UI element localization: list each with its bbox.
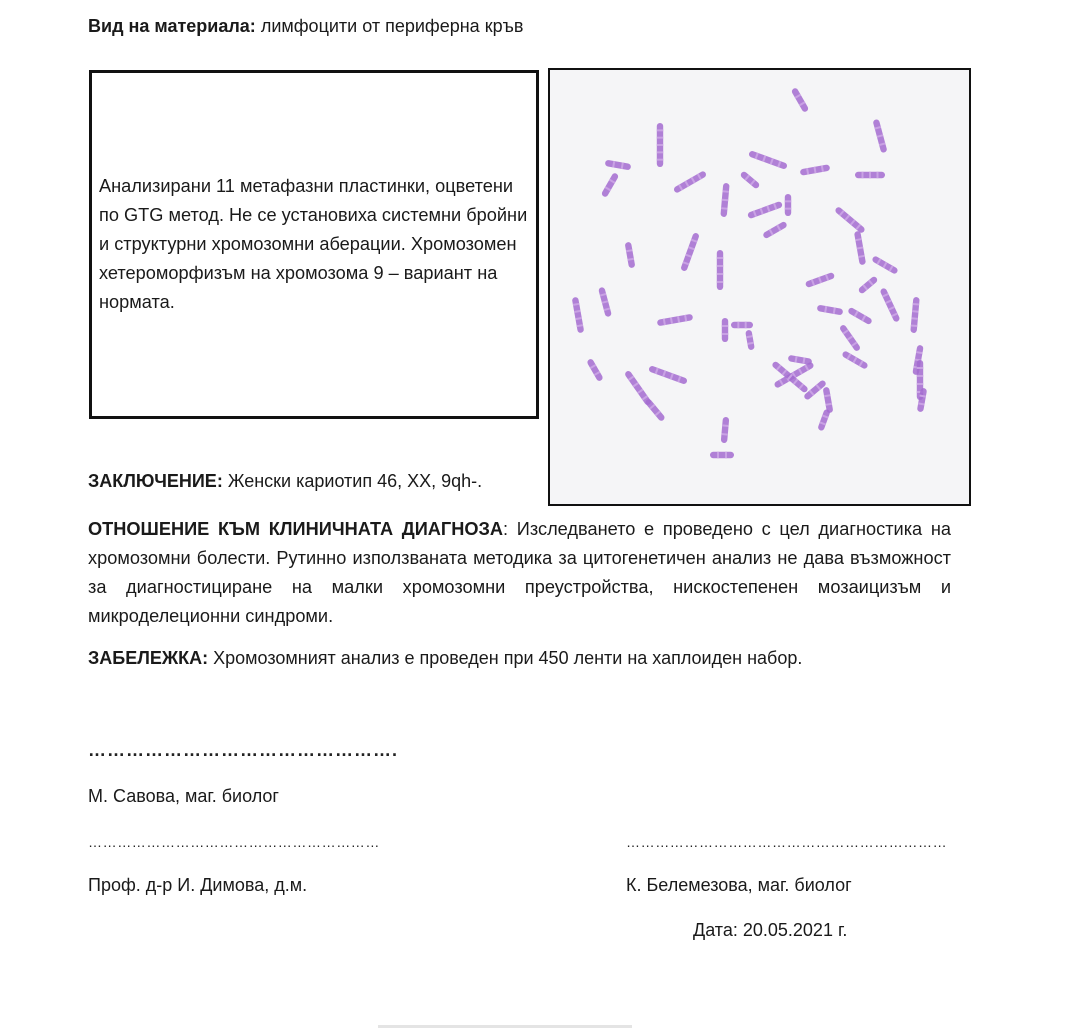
chromosome [873,119,888,153]
chromosome [910,297,920,333]
chromosome [791,87,810,113]
signature-line-3: ………………………………………………………… [626,834,948,850]
chromosome [586,358,604,382]
chromosome [817,409,831,432]
chromosome [721,417,730,443]
chromosome [858,275,879,294]
chromosome [747,201,783,219]
chromosome [805,272,835,288]
signer-name-2: Проф. д-р И. Димова, д.м. [88,875,308,895]
page-bottom-divider [378,1025,632,1028]
signer-name-1: М. Савова, маг. биолог [88,786,279,806]
material-label: Вид на материала: [88,16,256,36]
chromosome [839,324,861,352]
chromosome [800,164,831,176]
conclusion-value: Женски кариотип 46, XX, 9qh-. [222,471,483,491]
report-date: Дата: 20.05.2021 г. [693,920,848,940]
chromosome [657,314,694,327]
chromosome [601,172,620,198]
chromosome [673,170,707,194]
chromosome [598,287,612,318]
chromosome [847,307,873,326]
note-label: ЗАБЕЛЕЖКА: [88,648,209,668]
chromosome [762,221,788,240]
chromosome [871,255,898,275]
chromosome [720,183,729,217]
chromosome [710,452,734,458]
conclusion-label: ЗАКЛЮЧЕНИЕ: [88,471,223,491]
note-line [88,645,802,671]
chromosome [785,194,791,216]
clinical-relation-paragraph [88,515,951,631]
chromosome [841,350,868,370]
conclusion-line [88,468,482,494]
chromosome [740,170,761,189]
analysis-text: Анализирани 11 метафазни пластинки, оцветени по GTG метод. Не се установиха системни бройни и структурни хромозомни аберации. Хромозомен хетероморфизъм на хромозома 9 – вариант на нормата. [99,176,528,312]
chromosome [834,206,866,234]
signer-name-3: К. Белемезова, маг. биолог [626,875,852,895]
karyotype-photo [548,68,971,506]
chromosome [680,232,700,272]
relation-label: ОТНОШЕНИЕ КЪМ КЛИНИЧНАТА ДИАГНОЗА [88,519,504,539]
chromosome [717,250,723,290]
chromosome [745,330,755,351]
chromosome [572,297,585,334]
chromosome [648,365,688,385]
chromosome [748,150,788,170]
chromosome [788,355,813,365]
chromosome [879,287,900,322]
signature-line-2: …………………………………………………… [88,834,380,850]
chromosome [854,231,866,266]
metaphase-chromosomes-image [550,70,969,504]
material-line [88,14,523,38]
chromosome [605,160,632,171]
chromosome [625,242,636,269]
chromosome [722,318,728,342]
chromosome [823,387,834,414]
chromosome [817,305,844,316]
note-value: Хромозомният анализ е проведен при 450 ленти на хаплоиден набор. [208,648,803,668]
chromosome [644,398,666,422]
chromosome [731,322,753,328]
chromosome [657,123,663,167]
signature-line-1: …………………………………………. [88,740,399,760]
chromosome [771,360,809,393]
chromosome [855,172,885,178]
relation-value: : Изследването е проведено с цел диагностика на хромозомни болести. Рутинно използваната методика за цитогенетичен анализ не дава възможност за диагностициране на малки хромозомни преустройства, нискостепенен мозаицизъм и микроделеционни синдроми. [88,519,951,626]
analysis-box [89,70,539,419]
material-value: лимфоцити от периферна кръв [255,16,524,36]
